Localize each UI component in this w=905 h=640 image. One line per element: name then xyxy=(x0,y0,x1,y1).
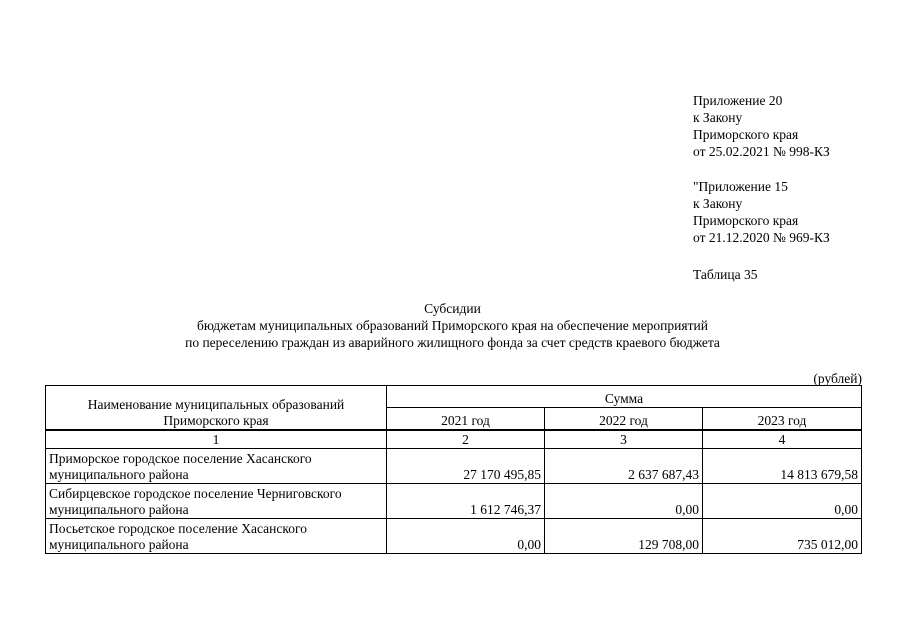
table-number: Таблица 35 xyxy=(693,267,758,282)
appendix-previous-header xyxy=(693,178,830,246)
appendix-previous-line-2: к Закону xyxy=(693,196,743,211)
appendix-previous-line-1: "Приложение 15 xyxy=(693,179,788,194)
subsidies-table xyxy=(45,385,862,554)
amount-2021: 0,00 xyxy=(387,519,545,554)
appendix-previous-line-4: от 21.12.2020 № 969-КЗ xyxy=(693,230,830,245)
header-municipality-name: Наименование муниципальных образований Приморского края xyxy=(46,386,387,431)
header-sum: Сумма xyxy=(387,386,862,408)
title-line-1: Субсидии xyxy=(424,301,481,316)
municipality-name: Приморское городское поселение Хасанского муниципального района xyxy=(46,449,387,484)
amount-2023: 14 813 679,58 xyxy=(703,449,862,484)
municipality-name: Сибирцевское городское поселение Черниговского муниципального района xyxy=(46,484,387,519)
appendix-previous-line-3: Приморского края xyxy=(693,213,799,228)
amount-2021: 27 170 495,85 xyxy=(387,449,545,484)
column-number: 3 xyxy=(545,430,703,449)
header-year-2023: 2023 год xyxy=(703,408,862,431)
table-header-row xyxy=(46,386,862,408)
appendix-current-line-1: Приложение 20 xyxy=(693,93,783,108)
header-year-2021: 2021 год xyxy=(387,408,545,431)
table-row xyxy=(46,484,862,519)
amount-2021: 1 612 746,37 xyxy=(387,484,545,519)
document-title xyxy=(0,300,905,351)
amount-2023: 0,00 xyxy=(703,484,862,519)
header-year-2022: 2022 год xyxy=(545,408,703,431)
amount-2022: 2 637 687,43 xyxy=(545,449,703,484)
appendix-current-line-3: Приморского края xyxy=(693,127,799,142)
title-line-2: бюджетам муниципальных образований Приморского края на обеспечение мероприятий xyxy=(197,318,708,333)
amount-2023: 735 012,00 xyxy=(703,519,862,554)
table-row xyxy=(46,519,862,554)
column-number: 2 xyxy=(387,430,545,449)
appendix-current-line-2: к Закону xyxy=(693,110,743,125)
amount-2022: 129 708,00 xyxy=(545,519,703,554)
table-row xyxy=(46,449,862,484)
title-line-3: по переселению граждан из аварийного жилищного фонда за счет средств краевого бюджета xyxy=(185,335,720,350)
appendix-current-header xyxy=(693,92,830,160)
column-number: 1 xyxy=(46,430,387,449)
amount-2022: 0,00 xyxy=(545,484,703,519)
municipality-name: Посьетское городское поселение Хасанского муниципального района xyxy=(46,519,387,554)
column-number: 4 xyxy=(703,430,862,449)
units-label: (рублей) xyxy=(813,371,862,386)
appendix-current-line-4: от 25.02.2021 № 998-КЗ xyxy=(693,144,830,159)
column-numbers-row xyxy=(46,430,862,449)
